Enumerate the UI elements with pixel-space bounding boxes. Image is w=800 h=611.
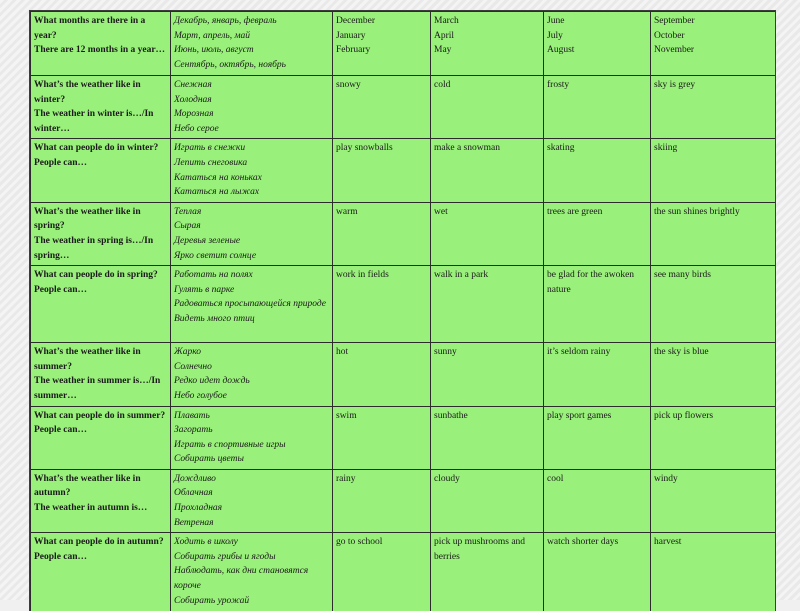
cell-line: Играть в спортивные игры [174,438,329,453]
cell-line: What can people do in summer? [34,409,167,424]
english-cell: swim [333,406,431,469]
cell-line: Видеть много птиц [174,312,329,327]
cell-line: Собирать цветы [174,452,329,467]
question-cell [31,266,171,343]
cell-line: Кататься на лыжах [174,185,329,200]
question-cell [31,533,171,611]
cell-line: Сентябрь, октябрь, ноябрь [174,58,329,73]
cell-line: Жарко [174,345,329,360]
english-cell: hot [333,343,431,406]
cell-line: Солнечно [174,360,329,375]
cell-line: Снежная [174,78,329,93]
cell-line: The weather in autumn is… [34,501,167,516]
table-row [31,76,776,139]
question-cell [31,343,171,406]
cell-line: Морозная [174,107,329,122]
cell-line: Небо серое [174,122,329,137]
cell-line: Июнь, июль, август [174,43,329,58]
cell-line: Март, апрель, май [174,29,329,44]
cell-line: Холодная [174,93,329,108]
russian-cell [171,406,333,469]
cell-line: People can… [34,156,167,171]
table-row [31,469,776,532]
cell-line: What months are there in a year? [34,14,167,43]
cell-line: What’s the weather like in spring? [34,205,167,234]
english-cell: harvest [651,533,776,611]
cell-line: Плавать [174,409,329,424]
cell-line: The weather in spring is…/In spring… [34,234,167,263]
cell-line: What’s the weather like in winter? [34,78,167,107]
cell-line: There are 12 months in a year… [34,43,167,58]
english-cell: September October November [651,12,776,76]
cell-line: Радоваться просыпающейся природе [174,297,329,312]
english-cell: see many birds [651,266,776,343]
english-cell: sky is grey [651,76,776,139]
english-cell: cold [431,76,544,139]
english-cell: December January February [333,12,431,76]
cell-line: Загорать [174,423,329,438]
english-cell: be glad for the awoken nature [544,266,651,343]
english-cell: it’s seldom rainy [544,343,651,406]
english-cell: pick up flowers [651,406,776,469]
question-cell [31,406,171,469]
english-cell: cool [544,469,651,532]
english-cell: cloudy [431,469,544,532]
table-row [31,139,776,202]
russian-cell [171,202,333,265]
cell-line: Редко идет дождь [174,374,329,389]
english-cell: frosty [544,76,651,139]
english-cell: play sport games [544,406,651,469]
cell-line: Гулять в парке [174,283,329,298]
table-row [31,266,776,343]
english-cell: go to school [333,533,431,611]
english-cell: play snowballs [333,139,431,202]
english-cell: walk in a park [431,266,544,343]
cell-line: People can… [34,283,167,298]
english-cell: sunbathe [431,406,544,469]
cell-line: Декабрь, январь, февраль [174,14,329,29]
english-cell: skiing [651,139,776,202]
cell-line: Играть в снежки [174,141,329,156]
cell-line: Дождливо [174,472,329,487]
table-row [31,202,776,265]
cell-line: Ветреная [174,516,329,531]
question-cell [31,469,171,532]
english-cell: snowy [333,76,431,139]
english-cell: sunny [431,343,544,406]
cell-line: The weather in winter is…/In winter… [34,107,167,136]
english-cell: warm [333,202,431,265]
cell-line: Работать на полях [174,268,329,283]
english-cell: wet [431,202,544,265]
english-cell: the sun shines brightly [651,202,776,265]
cell-line: Кататься на коньках [174,171,329,186]
cell-line: Собирать грибы и ягоды [174,550,329,565]
cell-line: What’s the weather like in autumn? [34,472,167,501]
english-cell: windy [651,469,776,532]
cell-line: Ярко светит солнце [174,249,329,264]
question-cell [31,12,171,76]
english-cell: rainy [333,469,431,532]
table-body [31,12,776,611]
cell-line: People can… [34,423,167,438]
russian-cell [171,533,333,611]
cell-line: Небо голубое [174,389,329,404]
cell-line: Деревья зеленые [174,234,329,249]
cell-line: Наблюдать, как дни становятся короче [174,564,329,593]
table-row [31,343,776,406]
english-cell: work in fields [333,266,431,343]
cell-line: What’s the weather like in summer? [34,345,167,374]
russian-cell [171,266,333,343]
cell-line: What can people do in autumn? [34,535,167,550]
english-cell: the sky is blue [651,343,776,406]
cell-line: Собирать урожай [174,594,329,609]
cell-line: Прохладная [174,501,329,516]
cell-line: What can people do in spring? [34,268,167,283]
question-cell [31,76,171,139]
cell-line: Ходить в школу [174,535,329,550]
english-cell: pick up mushrooms and berries [431,533,544,611]
question-cell [31,202,171,265]
cell-line: Теплая [174,205,329,220]
russian-cell [171,76,333,139]
cell-line: What can people do in winter? [34,141,167,156]
english-cell: watch shorter days [544,533,651,611]
table-row [31,12,776,76]
english-cell: March April May [431,12,544,76]
russian-cell [171,469,333,532]
seasons-table-container [30,11,775,611]
cell-line: People can… [34,550,167,565]
russian-cell [171,343,333,406]
cell-line: Сырая [174,219,329,234]
cell-line: Лепить снеговика [174,156,329,171]
table-row [31,533,776,611]
english-cell: June July August [544,12,651,76]
english-cell: skating [544,139,651,202]
table-row [31,406,776,469]
russian-cell [171,139,333,202]
russian-cell [171,12,333,76]
english-cell: make a snowman [431,139,544,202]
cell-line: Облачная [174,486,329,501]
cell-line: The weather in summer is…/In summer… [34,374,167,403]
question-cell [31,139,171,202]
english-cell: trees are green [544,202,651,265]
seasons-table [30,11,775,611]
